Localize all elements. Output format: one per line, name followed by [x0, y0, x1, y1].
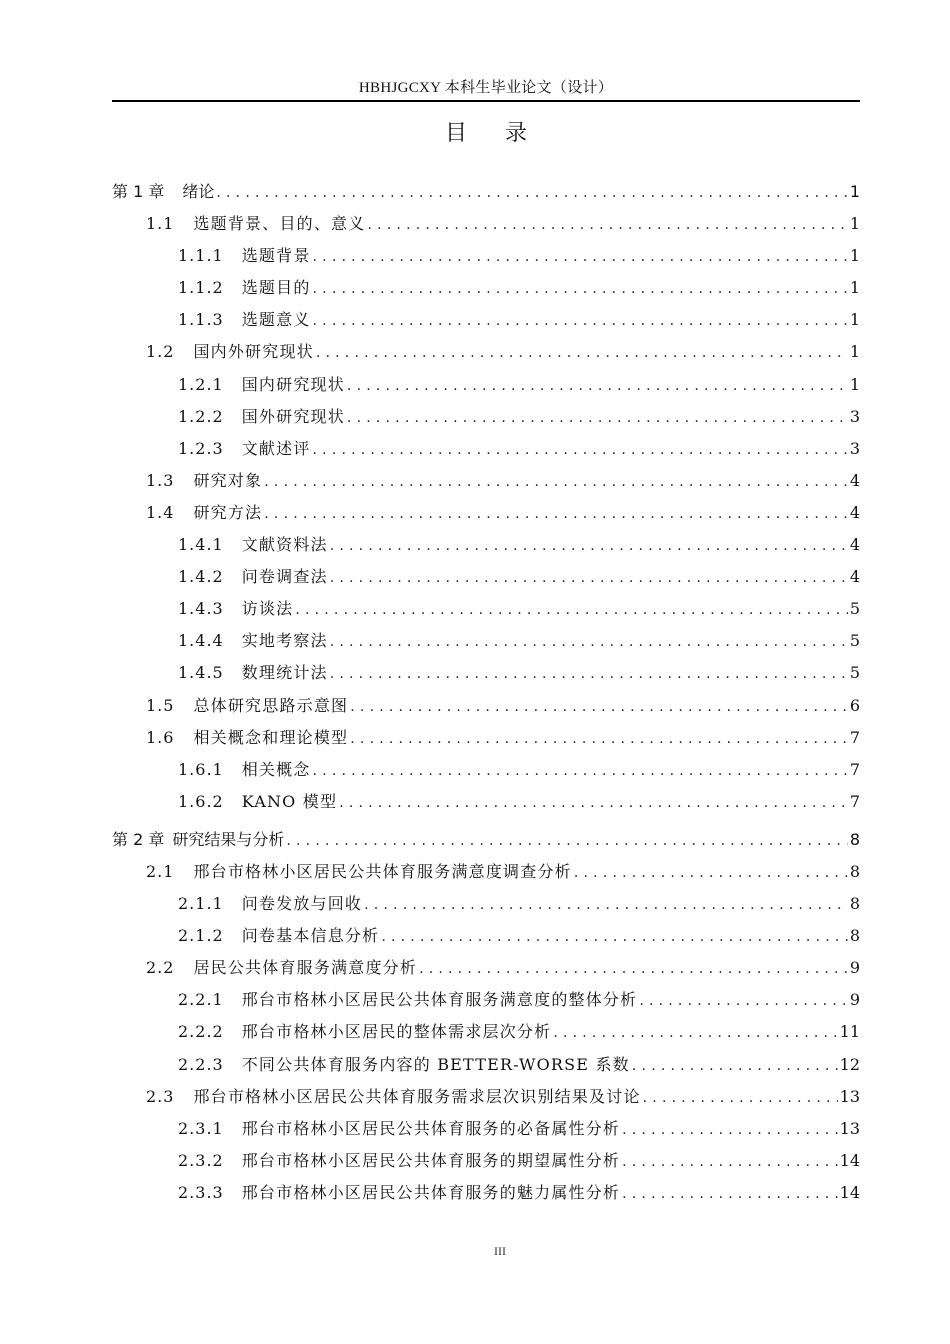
toc-entry-number: 1.2.3: [178, 438, 224, 458]
toc-entry-page[interactable]: 1: [849, 182, 860, 201]
toc-entry-page[interactable]: 6: [849, 695, 860, 715]
toc-entry-page[interactable]: 5: [849, 663, 860, 683]
toc-entry-page[interactable]: 8: [849, 861, 860, 881]
toc-entry[interactable]: [112, 404, 860, 436]
toc-entry-number: 2.3.1: [178, 1118, 224, 1138]
toc-entry-title[interactable]: 文献述评: [241, 438, 311, 458]
toc-entry[interactable]: [112, 955, 860, 987]
toc-entry[interactable]: [112, 628, 860, 660]
toc-entry-title[interactable]: 选题背景: [241, 246, 311, 266]
toc-entry-title[interactable]: 相关概念: [241, 759, 311, 779]
dot-leader: [286, 833, 847, 849]
toc-entry[interactable]: [112, 243, 860, 275]
toc-entry-page[interactable]: 1: [849, 310, 860, 330]
toc-entry-number: 1.6.1: [178, 759, 224, 779]
toc-entry[interactable]: [112, 436, 860, 468]
toc-entry[interactable]: [112, 372, 860, 404]
toc-entry-number: 2.1.1: [178, 894, 224, 914]
toc-entry-page[interactable]: 1: [849, 246, 860, 266]
toc-entry-number: 1.2.2: [178, 406, 224, 426]
dot-leader: [381, 929, 847, 945]
dot-leader: [350, 731, 848, 747]
toc-entry-number: 1.4.2: [178, 567, 224, 587]
toc-entry-number: 第 1 章: [112, 182, 165, 201]
toc-entry-number: 1.1.1: [178, 246, 224, 266]
dot-leader: [347, 410, 848, 426]
dot-leader: [622, 1186, 838, 1202]
toc-entry-number: 第 2 章: [112, 829, 165, 849]
toc-entry-title[interactable]: 国外研究现状: [241, 406, 345, 426]
toc-entry-page[interactable]: 13: [839, 1118, 860, 1138]
toc-entry-title[interactable]: 研究方法: [193, 502, 263, 522]
toc-entry-number: 2.1: [146, 861, 175, 881]
toc-entry-page[interactable]: 11: [839, 1022, 860, 1042]
toc-entry-page[interactable]: 4: [849, 470, 860, 490]
dot-leader: [313, 313, 848, 329]
toc-entry-number: 1.4: [146, 502, 175, 522]
toc-entry-number: 2.2.2: [178, 1022, 224, 1042]
toc-entry[interactable]: [112, 923, 860, 955]
toc-entry-page[interactable]: 5: [849, 599, 860, 619]
dot-leader: [553, 1025, 837, 1041]
dot-leader: [364, 897, 848, 913]
dot-leader: [622, 1154, 838, 1170]
dot-leader: [216, 185, 847, 201]
toc-entry-number: 1.6.2: [178, 791, 224, 811]
toc-entry[interactable]: [112, 179, 860, 211]
dot-leader: [574, 865, 848, 881]
dot-leader: [316, 345, 848, 361]
toc-entry-title[interactable]: 访谈法: [241, 599, 294, 619]
toc-entry-title[interactable]: 邢台市格林小区居民公共体育服务的必备属性分析: [241, 1118, 621, 1138]
dot-leader: [639, 993, 847, 1009]
toc-entry-title[interactable]: 问卷调查法: [241, 567, 328, 587]
dot-leader: [313, 442, 848, 458]
toc-entry[interactable]: [112, 789, 860, 821]
dot-leader: [367, 217, 847, 233]
toc-entry-page[interactable]: 1: [849, 374, 860, 394]
toc-entry-page[interactable]: 1: [849, 342, 860, 362]
dot-leader: [313, 281, 848, 297]
dot-leader: [643, 1090, 838, 1106]
toc-entry-number: 2.3: [146, 1086, 175, 1106]
toc-entry-title[interactable]: 邢台市格林小区居民公共体育服务满意度调查分析: [193, 861, 572, 881]
toc-entry-page[interactable]: 3: [849, 438, 860, 458]
header-rule: [112, 100, 860, 102]
toc-entry-title[interactable]: 绪论: [182, 182, 215, 201]
toc-entry-page[interactable]: 7: [849, 791, 860, 811]
toc-entry[interactable]: [112, 307, 860, 339]
toc-entry-title[interactable]: 邢台市格林小区居民公共体育服务满意度的整体分析: [241, 990, 638, 1010]
toc-entry[interactable]: [112, 757, 860, 789]
toc-entry-number: 2.2: [146, 958, 175, 978]
toc-entry[interactable]: [112, 693, 860, 725]
toc-entry-page[interactable]: 8: [849, 829, 860, 849]
dot-leader: [339, 795, 848, 811]
toc-entry[interactable]: [112, 211, 860, 243]
toc-entry-page[interactable]: 14: [839, 1150, 860, 1170]
toc-entry-title[interactable]: 邢台市格林小区居民的整体需求层次分析: [241, 1022, 552, 1042]
toc-entry[interactable]: [112, 532, 860, 564]
toc-entry-number: 1.4.3: [178, 599, 224, 619]
toc-entry-number: 2.3.3: [178, 1182, 224, 1202]
toc-entry-page[interactable]: 12: [839, 1054, 860, 1074]
toc-entry-number: 1.4.1: [178, 535, 224, 555]
toc-entry-title[interactable]: 相关概念和理论模型: [193, 727, 349, 747]
toc-entry-page[interactable]: 8: [849, 926, 860, 946]
toc-entry-title[interactable]: 文献资料法: [241, 535, 328, 555]
toc-entry-page[interactable]: 9: [849, 958, 860, 978]
toc-entry-number: 1.6: [146, 727, 175, 747]
toc-entry-page[interactable]: 4: [849, 535, 860, 555]
toc-entry-title[interactable]: 邢台市格林小区居民公共体育服务的魅力属性分析: [241, 1182, 621, 1202]
toc-entry-title[interactable]: 问卷发放与回收: [241, 894, 363, 914]
dot-leader: [347, 378, 848, 394]
toc-entry[interactable]: [112, 827, 860, 859]
toc-entry-page[interactable]: 5: [849, 631, 860, 651]
toc-entry-title[interactable]: 问卷基本信息分析: [241, 926, 380, 946]
toc-entry-number: 2.1.2: [178, 926, 224, 946]
toc-entry[interactable]: [112, 339, 860, 371]
toc-entry[interactable]: [112, 660, 860, 692]
toc-entry-title[interactable]: 国内外研究现状: [193, 342, 314, 362]
toc-entry-number: 1.2: [146, 342, 175, 362]
toc-entry-page[interactable]: 4: [849, 502, 860, 522]
toc-entry-number: 1.1: [146, 214, 175, 234]
table-of-contents: [112, 179, 860, 1212]
toc-entry-number: 1.2.1: [178, 374, 224, 394]
page-number: III: [494, 1244, 506, 1258]
toc-entry-number: 1.5: [146, 695, 175, 715]
toc-entry-page[interactable]: 3: [849, 406, 860, 426]
dot-leader: [419, 961, 848, 977]
toc-entry-title[interactable]: 邢台市格林小区居民公共体育服务需求层次识别结果及讨论: [193, 1086, 641, 1106]
dot-leader: [264, 506, 848, 522]
dot-leader: [632, 1058, 838, 1074]
toc-entry[interactable]: [112, 275, 860, 307]
toc-title: 目录: [444, 121, 565, 146]
toc-entry-number: 1.1.3: [178, 310, 224, 330]
toc-entry[interactable]: [112, 564, 860, 596]
toc-entry[interactable]: [112, 987, 860, 1019]
dot-leader: [622, 1122, 838, 1138]
toc-entry-number: 1.4.5: [178, 663, 224, 683]
toc-entry-page[interactable]: 14: [839, 1182, 860, 1202]
toc-entry[interactable]: [112, 725, 860, 757]
toc-entry-title[interactable]: 国内研究现状: [241, 374, 345, 394]
dot-leader: [295, 602, 847, 618]
toc-entry[interactable]: [112, 1052, 860, 1084]
toc-entry[interactable]: [112, 1084, 860, 1116]
dot-leader: [313, 249, 848, 265]
toc-entry-title[interactable]: KANO 模型: [241, 791, 338, 811]
toc-entry-title[interactable]: 数理统计法: [241, 663, 328, 683]
dot-leader: [264, 474, 848, 490]
dot-leader: [313, 763, 848, 779]
toc-entry-number: 1.4.4: [178, 631, 224, 651]
dot-leader: [330, 570, 848, 586]
toc-entry[interactable]: [112, 596, 860, 628]
toc-entry-title[interactable]: 不同公共体育服务内容的 BETTER-WORSE 系数: [241, 1054, 630, 1074]
toc-entry-title[interactable]: 总体研究思路示意图: [193, 695, 349, 715]
toc-entry-number: 2.3.2: [178, 1150, 224, 1170]
toc-entry-page[interactable]: 8: [849, 894, 860, 914]
toc-entry-number: 2.2.1: [178, 990, 224, 1010]
toc-entry-page[interactable]: 13: [839, 1086, 860, 1106]
toc-entry-title[interactable]: 选题目的: [241, 278, 311, 298]
dot-leader: [330, 538, 848, 554]
toc-entry[interactable]: [112, 859, 860, 891]
toc-entry[interactable]: [112, 468, 860, 500]
toc-entry-page[interactable]: 1: [849, 278, 860, 298]
toc-entry-title[interactable]: 邢台市格林小区居民公共体育服务的期望属性分析: [241, 1150, 621, 1170]
toc-entry-number: 1.3: [146, 470, 175, 490]
toc-entry-page[interactable]: 4: [849, 567, 860, 587]
toc-entry-title[interactable]: 研究结果与分析: [172, 829, 285, 849]
toc-entry-page[interactable]: 7: [849, 727, 860, 747]
toc-entry-title[interactable]: 研究对象: [193, 470, 263, 490]
toc-entry[interactable]: [112, 1180, 860, 1212]
toc-entry-title[interactable]: 实地考察法: [241, 631, 328, 651]
toc-entry-page[interactable]: 7: [849, 759, 860, 779]
toc-entry[interactable]: [112, 1019, 860, 1051]
toc-entry-number: 1.1.2: [178, 278, 224, 298]
toc-entry-title[interactable]: 选题背景、目的、意义: [193, 214, 366, 234]
toc-entry-number: 2.2.3: [178, 1054, 224, 1074]
toc-entry-title[interactable]: 居民公共体育服务满意度分析: [193, 958, 418, 978]
running-header: HBHJGCXY 本科生毕业论文（设计）: [358, 80, 614, 96]
toc-entry[interactable]: [112, 891, 860, 923]
dot-leader: [330, 666, 848, 682]
toc-entry[interactable]: [112, 1148, 860, 1180]
toc-entry-page[interactable]: 1: [849, 214, 860, 234]
toc-entry-title[interactable]: 选题意义: [241, 310, 311, 330]
dot-leader: [330, 634, 848, 650]
toc-entry-page[interactable]: 9: [849, 990, 860, 1010]
toc-entry[interactable]: [112, 1116, 860, 1148]
toc-entry[interactable]: [112, 500, 860, 532]
dot-leader: [350, 699, 848, 715]
